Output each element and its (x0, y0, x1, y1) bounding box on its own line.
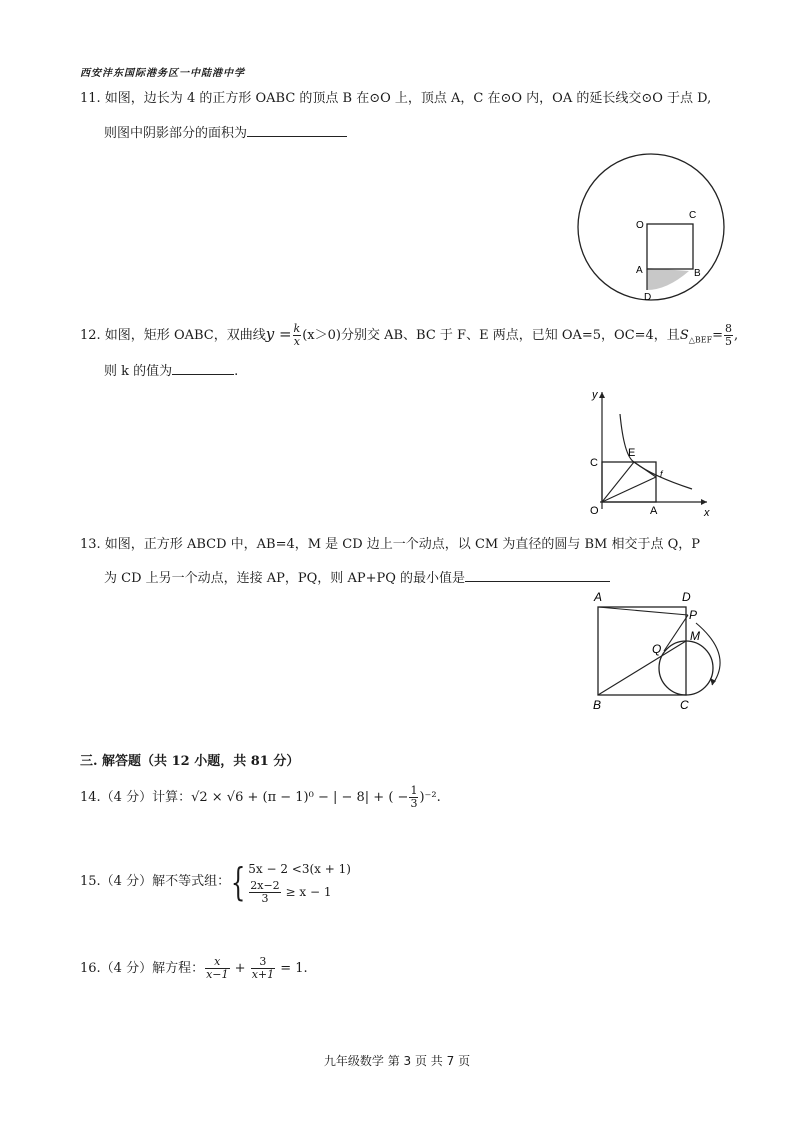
label-d: D (644, 292, 652, 303)
fraction-1-3 (409, 785, 418, 810)
period: . (234, 364, 239, 379)
frac-num: 2x−2 (250, 879, 280, 892)
frac1-num: x (205, 956, 229, 969)
brace: { (230, 859, 246, 904)
frac-den: 3 (410, 797, 418, 810)
comma: , (734, 328, 739, 343)
figure-11 (572, 150, 732, 306)
equation-rest: = 1. (280, 961, 308, 976)
equals: = (712, 328, 724, 343)
fraction-3 (251, 956, 275, 981)
page-footer: 九年级数学 第 3 页 共 7 页 (323, 1054, 471, 1068)
frac2-num: 3 (251, 956, 275, 969)
condition: (x＞0) (302, 328, 341, 343)
axis-label-x: x (704, 507, 710, 519)
fraction-8-5 (724, 323, 733, 348)
question-11-line2 (104, 122, 347, 143)
question-12-line2 (104, 360, 238, 381)
question-11-line1: 11. 如图，边长为 4 的正方形 OABC 的顶点 B 在⊙O 上，顶点 A，C 在⊙O 内，OA 的延长线交⊙O 于点 D, (80, 91, 712, 106)
axis-label-y: y (592, 389, 598, 401)
y-arrow (599, 392, 605, 398)
inequality-2 (248, 880, 351, 905)
x-arrow (701, 499, 707, 505)
question-16 (80, 952, 308, 986)
question-12-line1 (80, 320, 738, 355)
question-14-prefix: 14.（4 分）计算： (80, 790, 192, 805)
line-ap (598, 607, 688, 615)
line-bm (598, 641, 686, 695)
label-c: C (680, 698, 689, 712)
eq-y: y = (265, 325, 292, 343)
label-m: M (690, 629, 700, 643)
label-o: O (636, 220, 644, 231)
frac-num: 1 (410, 784, 418, 797)
expression: √2 × √6 + (π − 1)⁰ − | − 8| + ( − (191, 790, 409, 805)
question-15-prefix: 15.（4 分）解不等式组： (80, 874, 231, 889)
label-c: C (590, 457, 598, 469)
line-pq (664, 615, 688, 651)
label-a: A (636, 265, 643, 276)
answer-blank-12[interactable] (172, 360, 234, 375)
shaded-region (647, 268, 689, 290)
label-c: C (689, 210, 697, 221)
question-16-prefix: 16.（4 分）解方程： (80, 961, 205, 976)
frac-den: 3 (261, 892, 269, 905)
motion-arrowhead (710, 678, 716, 685)
line-ef (634, 462, 656, 477)
inequality-1: 5x − 2 <3(x + 1) (248, 862, 351, 876)
frac-num: 8 (725, 322, 733, 335)
inequality-2-rest: ≥ x − 1 (285, 885, 332, 899)
square-oabc (647, 224, 693, 269)
fraction-2x (249, 880, 280, 905)
label-b: B (593, 698, 602, 712)
plus: + (234, 961, 246, 976)
frac-den: 5 (725, 335, 733, 348)
square-abcd (598, 607, 686, 695)
area-index: △BEF (688, 335, 713, 345)
label-f: f (660, 469, 663, 479)
question-13-line2 (104, 567, 610, 588)
inequality-system (248, 858, 351, 905)
frac-k: k (293, 322, 301, 335)
label-a: A (594, 590, 603, 604)
question-12-prefix: 12. 如图，矩形 OABC，双曲线 (80, 328, 266, 343)
question-13-line1: 13. 如图，正方形 ABCD 中，AB=4，M 是 CD 边上一个动点，以 CM 为直径的圆与 BM 相交于点 Q，P (80, 537, 700, 552)
figure-13 (584, 585, 734, 715)
fraction-k-over-x (293, 323, 302, 348)
line-oe (602, 462, 634, 502)
label-e: E (628, 447, 636, 459)
question-14 (80, 784, 441, 812)
question-13-text: 为 CD 上另一个动点，连接 AP，PQ，则 AP+PQ 的最小值是 (104, 571, 466, 586)
line-of (602, 477, 656, 502)
school-header: 西安沣东国际港务区一中陆港中学 (80, 68, 245, 79)
area-s: S (679, 328, 689, 343)
label-a: A (650, 505, 658, 517)
question-15 (80, 858, 351, 905)
fraction-x (205, 956, 229, 981)
label-b: B (694, 268, 701, 279)
label-q: Q (652, 642, 662, 656)
answer-blank-13[interactable] (465, 567, 610, 582)
label-o: O (590, 505, 599, 517)
frac1-den: x−1 (206, 968, 229, 981)
label-p: P (689, 608, 698, 622)
frac2-den: x+1 (251, 968, 275, 981)
figure-12 (572, 384, 717, 520)
section-title: 三. 解答题（共 12 小题，共 81 分） (80, 754, 300, 769)
answer-blank-11[interactable] (247, 122, 347, 137)
question-12-text: 则 k 的值为 (104, 364, 173, 379)
question-12-mid: 分别交 AB、BC 于 F、E 两点，已知 OA=5，OC=4，且 (340, 328, 680, 343)
frac-x: x (293, 335, 300, 348)
question-11-text: 则图中阴影部分的面积为 (104, 126, 248, 141)
label-d: D (682, 590, 691, 604)
expression-end: )⁻². (419, 790, 441, 805)
